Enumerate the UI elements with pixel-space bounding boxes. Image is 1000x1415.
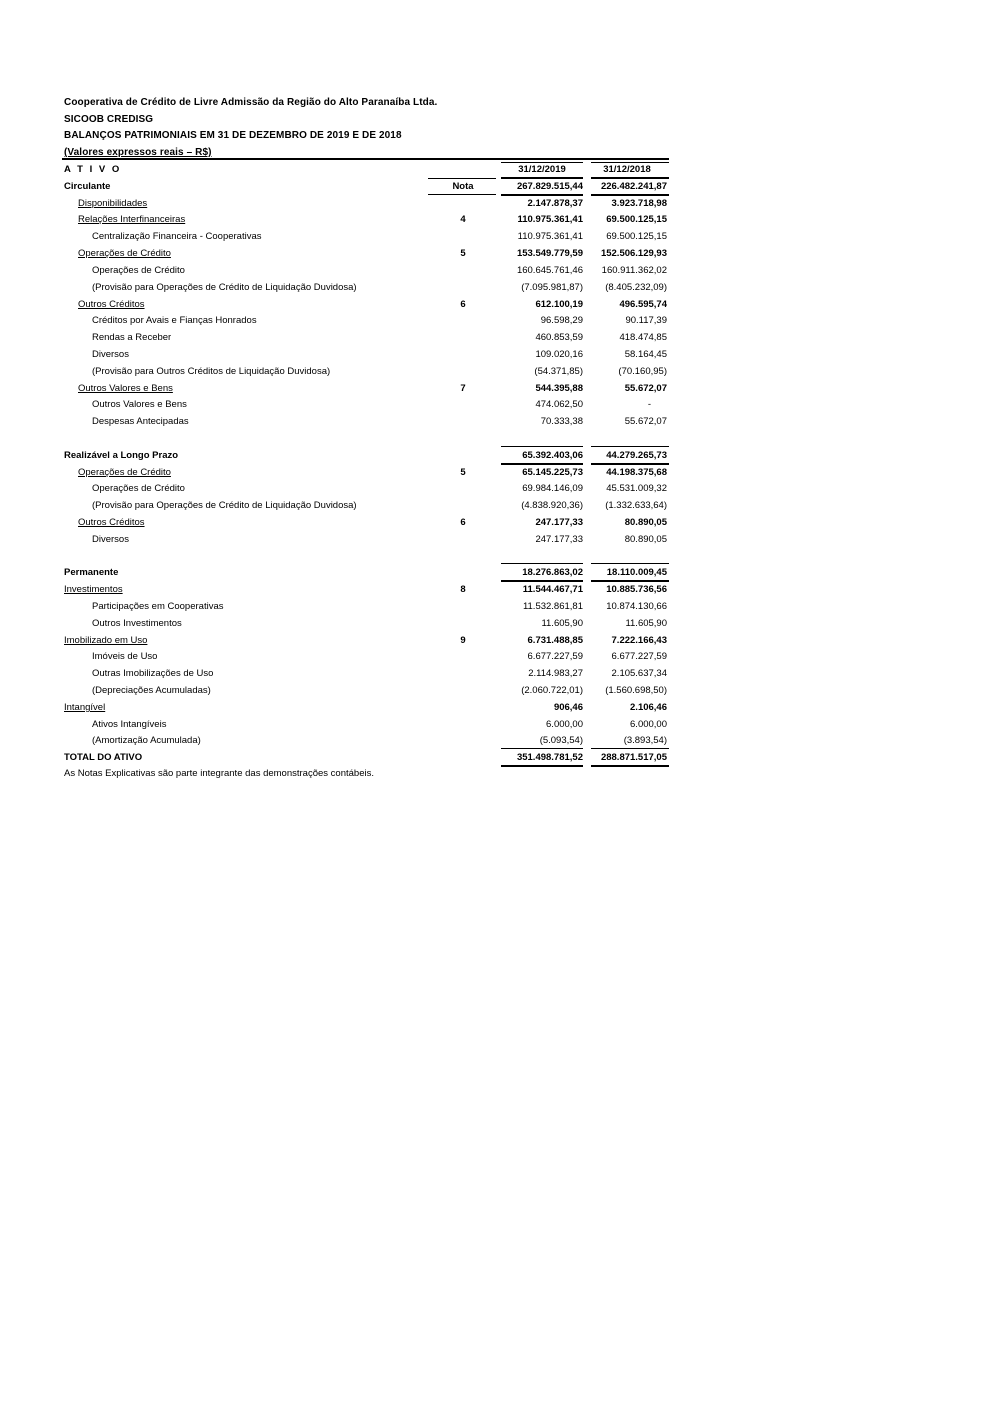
rule	[591, 194, 669, 196]
row-nota: 6	[460, 517, 466, 528]
value-2019: 6.677.227,59	[527, 651, 583, 662]
value-2018: 69.500.125,15	[606, 231, 667, 242]
rule	[591, 765, 669, 767]
value-2019: 11.532.861,81	[522, 601, 583, 612]
column-header-row	[0, 163, 1000, 177]
rule	[501, 765, 583, 767]
row-label: Operações de Crédito	[78, 467, 171, 478]
rule	[591, 748, 669, 749]
table-row	[0, 415, 1000, 429]
row-label: Ativos Intangíveis	[92, 719, 167, 730]
rule	[591, 446, 669, 447]
table-row	[0, 482, 1000, 496]
table-row	[0, 298, 1000, 312]
table-row	[0, 382, 1000, 396]
table-row	[0, 213, 1000, 227]
row-nota: 4	[460, 214, 466, 225]
rule	[591, 162, 669, 163]
value-2019: 153.549.779,59	[516, 248, 583, 259]
table-row	[0, 449, 1000, 463]
table-row	[0, 516, 1000, 530]
value-2018: 418.474,85	[619, 332, 667, 343]
rule	[501, 463, 583, 465]
rule	[501, 563, 583, 564]
row-label: Disponibilidades	[78, 198, 148, 209]
table-row	[0, 718, 1000, 732]
row-label: TOTAL DO ATIVO	[64, 752, 143, 763]
row-label: (Provisão para Operações de Crédito de Liquidação Duvidosa)	[92, 282, 357, 293]
value-2019: 69.984.146,09	[522, 483, 583, 494]
row-label: Outros Valores e Bens	[92, 399, 187, 410]
row-label: Outras Imobilizações de Uso	[92, 668, 214, 679]
value-2019: (2.060.722,01)	[521, 685, 583, 696]
value-2019: 460.853,59	[535, 332, 583, 343]
value-2018: (8.405.232,09)	[605, 282, 667, 293]
value-2018: 6.677.227,59	[611, 651, 667, 662]
header-rule	[62, 158, 669, 160]
table-row	[0, 734, 1000, 748]
value-2018: 18.110.009,45	[606, 567, 667, 578]
row-nota: 8	[460, 584, 466, 595]
value-2019: 65.145.225,73	[522, 467, 583, 478]
value-2019: 70.333,38	[540, 416, 583, 427]
rule	[501, 748, 583, 749]
rule	[591, 177, 669, 179]
value-2018: 80.890,05	[624, 517, 667, 528]
value-2019: 2.147.878,37	[527, 198, 583, 209]
nota-column-header: Nota	[452, 181, 474, 192]
value-2018: 10.874.130,66	[606, 601, 667, 612]
value-2019: (5.093,54)	[539, 735, 583, 746]
row-nota: 5	[460, 248, 466, 259]
rule	[428, 178, 496, 179]
row-label: Outros Valores e Bens	[78, 383, 173, 394]
value-2019: 351.498.781,52	[516, 752, 583, 763]
row-label: Diversos	[92, 349, 129, 360]
row-label: Diversos	[92, 534, 129, 545]
table-row	[0, 701, 1000, 715]
rule	[501, 446, 583, 447]
value-2018: 7.222.166,43	[611, 635, 667, 646]
value-2018: 10.885.736,56	[606, 584, 667, 595]
total-row	[0, 751, 1000, 765]
value-2018: 226.482.241,87	[600, 181, 667, 192]
value-2018: 45.531.009,32	[606, 483, 667, 494]
document-title: BALANÇOS PATRIMONIAIS EM 31 DE DEZEMBRO DE 2019 E DE 2018	[64, 130, 402, 141]
value-2018: 55.672,07	[624, 383, 667, 394]
row-label: Imobilizado em Uso	[64, 635, 148, 646]
rule	[591, 463, 669, 465]
table-row	[0, 667, 1000, 681]
company-abbreviation: SICOOB CREDISG	[64, 114, 154, 125]
value-2019: (54.371,85)	[534, 366, 583, 377]
rule	[428, 194, 496, 195]
table-row	[0, 230, 1000, 244]
table-row	[0, 398, 1000, 412]
value-2019: 11.544.467,71	[522, 584, 583, 595]
value-2019: 247.177,33	[535, 517, 583, 528]
table-row	[0, 684, 1000, 698]
column-date-2019: 31/12/2019	[518, 164, 566, 175]
value-2018: 2.105.637,34	[611, 668, 667, 679]
row-label: Despesas Antecipadas	[92, 416, 189, 427]
value-2018: 11.605,90	[625, 618, 667, 629]
table-row	[0, 533, 1000, 547]
value-2019: 6.731.488,85	[527, 635, 583, 646]
row-label: (Depreciações Acumuladas)	[92, 685, 211, 696]
row-label: Permanente	[64, 567, 119, 578]
value-2018: 496.595,74	[619, 299, 667, 310]
row-label: (Amortização Acumulada)	[92, 735, 201, 746]
row-label: Intangível	[64, 702, 106, 713]
rule	[501, 580, 583, 582]
row-label: Participações em Cooperativas	[92, 601, 224, 612]
rule	[501, 194, 583, 196]
section-title: A T I V O	[64, 164, 122, 175]
value-2019: (7.095.981,87)	[521, 282, 583, 293]
value-2018: 152.506.129,93	[600, 248, 667, 259]
rule	[501, 177, 583, 179]
row-label: Imóveis de Uso	[92, 651, 158, 662]
value-2019: 544.395,88	[535, 383, 583, 394]
value-2019: (4.838.920,36)	[521, 500, 583, 511]
footnote: As Notas Explicativas são parte integrante das demonstrações contábeis.	[64, 768, 374, 779]
row-label: Outros Créditos	[78, 299, 145, 310]
value-2019: 160.645.761,46	[516, 265, 583, 276]
value-2018: (3.893,54)	[623, 735, 667, 746]
value-2018: 90.117,39	[625, 315, 667, 326]
value-2019: 11.605,90	[541, 618, 583, 629]
value-2018: -	[647, 399, 651, 410]
table-row	[0, 600, 1000, 614]
row-label: Outros Investimentos	[92, 618, 182, 629]
table-row	[0, 566, 1000, 580]
currency-note: (Valores expressos reais – R$)	[64, 147, 212, 158]
row-nota: 7	[460, 383, 466, 394]
table-row	[0, 499, 1000, 513]
row-label: Investimentos	[64, 584, 123, 595]
value-2019: 96.598,29	[540, 315, 583, 326]
rule	[501, 162, 583, 163]
value-2018: 160.911.362,02	[601, 265, 667, 276]
row-label: Relações Interfinanceiras	[78, 214, 186, 225]
table-row	[0, 180, 1000, 194]
row-nota: 9	[460, 635, 466, 646]
value-2019: 65.392.403,06	[522, 450, 583, 461]
value-2019: 474.062,50	[535, 399, 583, 410]
value-2018: 2.106,46	[630, 702, 667, 713]
column-date-2018: 31/12/2018	[603, 164, 651, 175]
row-nota: 5	[460, 467, 466, 478]
row-nota: 6	[460, 299, 466, 310]
value-2019: 110.975.361,41	[517, 214, 583, 225]
value-2019: 906,46	[553, 702, 583, 713]
row-label: Circulante	[64, 181, 111, 192]
rule	[591, 563, 669, 564]
rule	[591, 580, 669, 582]
value-2018: 69.500.125,15	[606, 214, 667, 225]
value-2018: 55.672,07	[624, 416, 667, 427]
value-2018: 58.164,45	[624, 349, 667, 360]
row-label: Realizável a Longo Prazo	[64, 450, 179, 461]
table-row	[0, 247, 1000, 261]
table-row	[0, 466, 1000, 480]
table-row	[0, 197, 1000, 211]
table-row	[0, 583, 1000, 597]
row-label: (Provisão para Operações de Crédito de Liquidação Duvidosa)	[92, 500, 357, 511]
value-2019: 612.100,19	[535, 299, 583, 310]
row-label: Centralização Financeira - Cooperativas	[92, 231, 262, 242]
table-row	[0, 348, 1000, 362]
value-2018: 44.198.375,68	[606, 467, 667, 478]
value-2019: 109.020,16	[535, 349, 583, 360]
value-2018: (1.560.698,50)	[605, 685, 667, 696]
value-2019: 110.975.361,41	[517, 231, 583, 242]
value-2018: 3.923.718,98	[611, 198, 667, 209]
table-row	[0, 617, 1000, 631]
value-2018: 288.871.517,05	[600, 752, 667, 763]
value-2019: 6.000,00	[546, 719, 583, 730]
table-row	[0, 331, 1000, 345]
value-2019: 2.114.983,27	[528, 668, 583, 679]
row-label: (Provisão para Outros Créditos de Liquidação Duvidosa)	[92, 366, 331, 377]
table-row	[0, 365, 1000, 379]
value-2019: 18.276.863,02	[522, 567, 583, 578]
value-2019: 267.829.515,44	[516, 181, 583, 192]
table-row	[0, 634, 1000, 648]
value-2018: (70.160,95)	[618, 366, 667, 377]
row-label: Créditos por Avais e Fianças Honrados	[92, 315, 257, 326]
table-row	[0, 264, 1000, 278]
row-label: Outros Créditos	[78, 517, 145, 528]
value-2018: 44.279.265,73	[606, 450, 667, 461]
row-label: Operações de Crédito	[78, 248, 171, 259]
table-row	[0, 314, 1000, 328]
value-2018: 80.890,05	[624, 534, 667, 545]
value-2018: 6.000,00	[630, 719, 667, 730]
table-row	[0, 281, 1000, 295]
value-2019: 247.177,33	[535, 534, 583, 545]
row-label: Rendas a Receber	[92, 332, 172, 343]
company-name: Cooperativa de Crédito de Livre Admissão da Região do Alto Paranaíba Ltda.	[64, 97, 438, 108]
table-row	[0, 650, 1000, 664]
value-2018: (1.332.633,64)	[605, 500, 667, 511]
row-label: Operações de Crédito	[92, 265, 185, 276]
row-label: Operações de Crédito	[92, 483, 185, 494]
